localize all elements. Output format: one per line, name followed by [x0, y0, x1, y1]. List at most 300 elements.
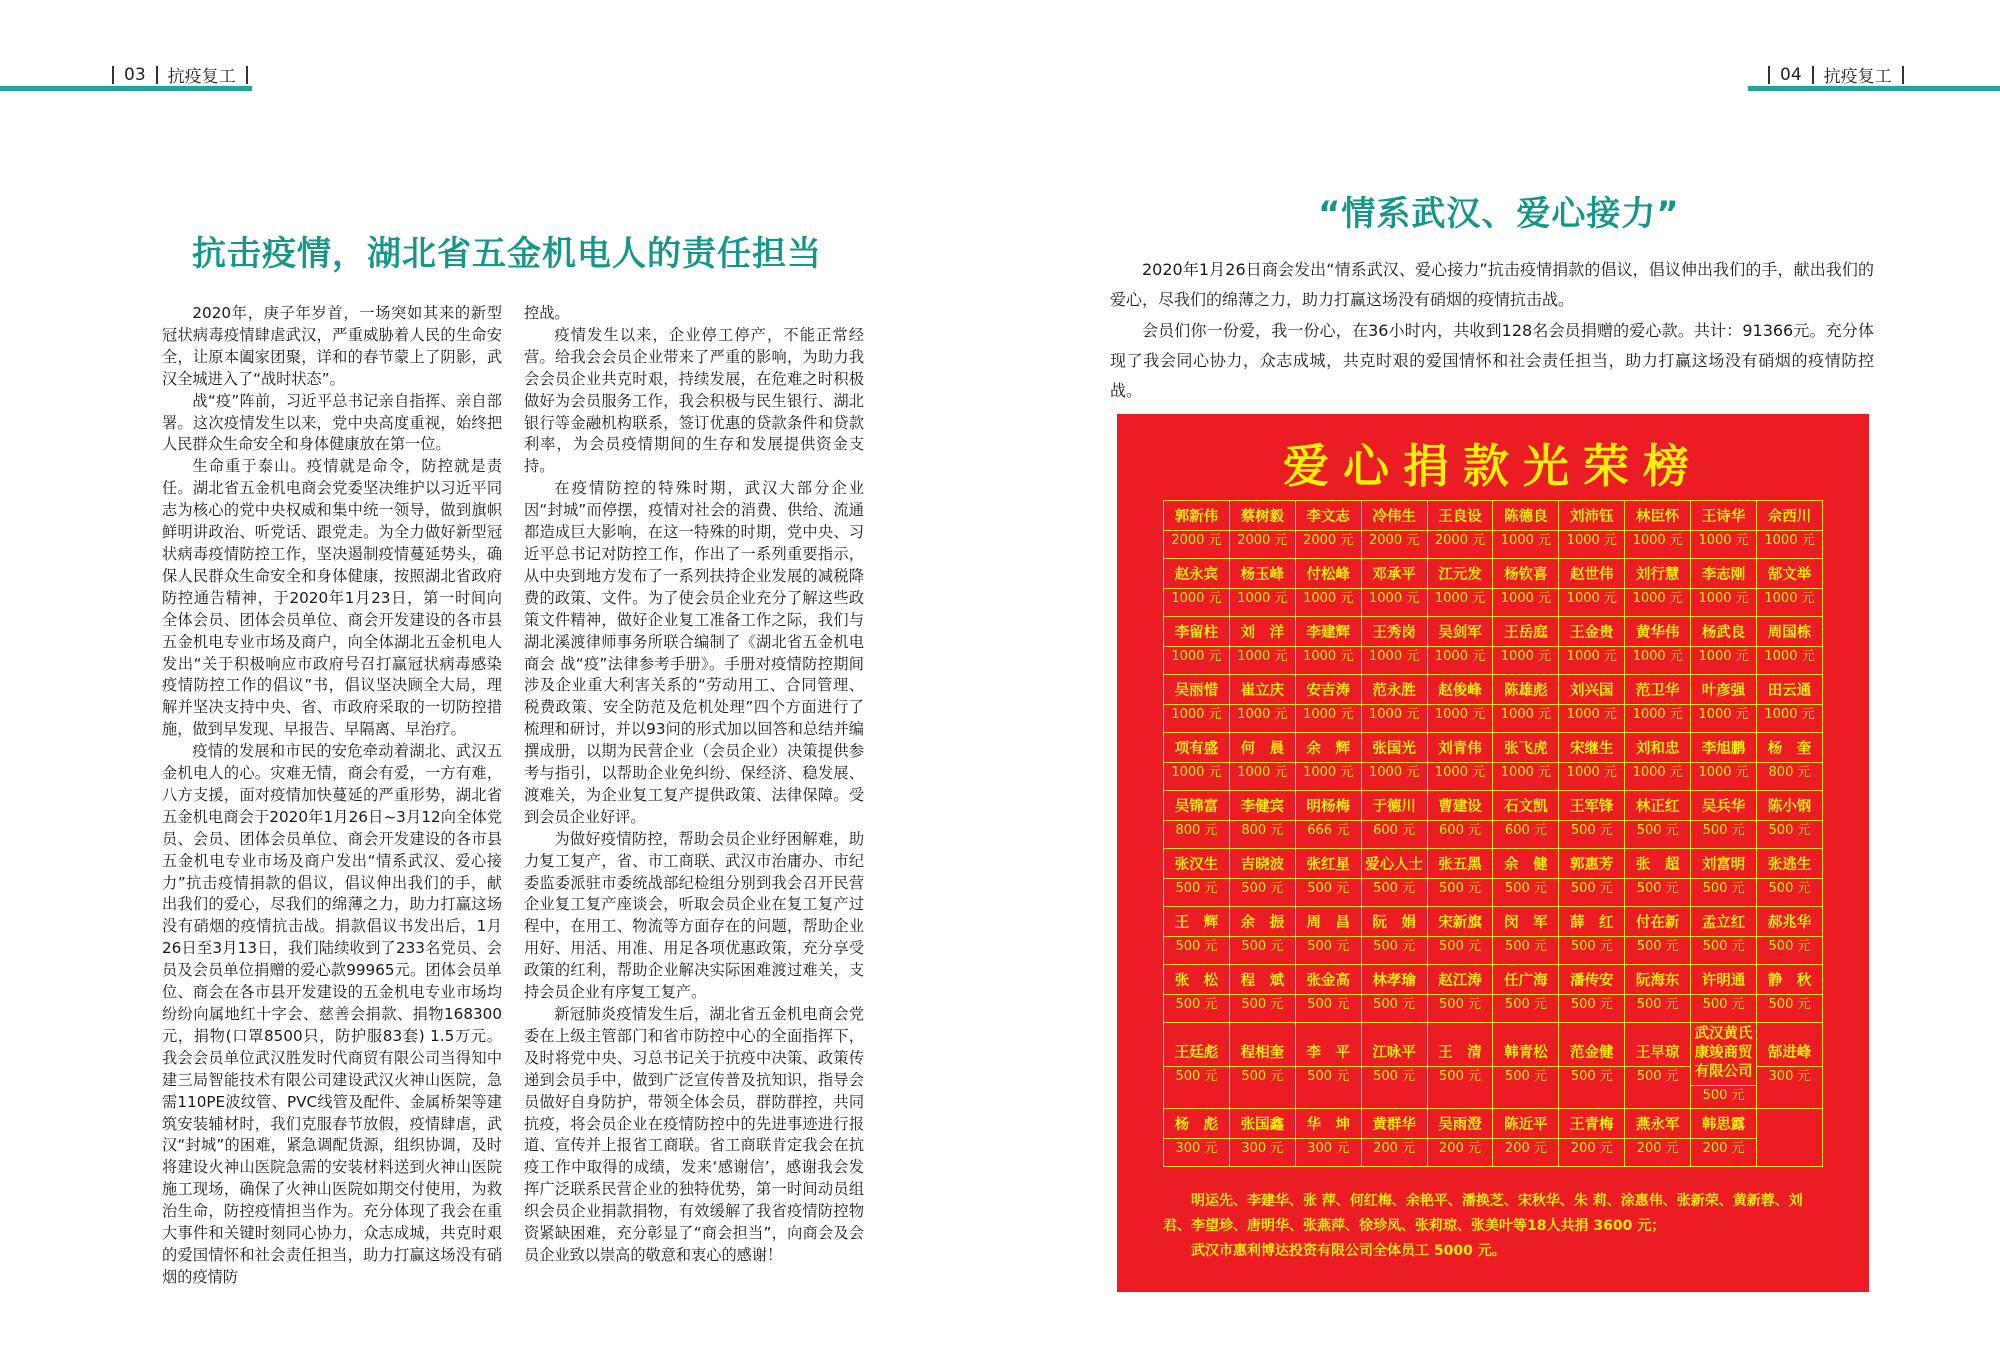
- donation-amount: 500 元: [1296, 878, 1361, 899]
- donation-amount: 500 元: [1691, 820, 1756, 841]
- donation-amount: 1000 元: [1164, 762, 1229, 783]
- donor-name: 范卫华: [1635, 683, 1680, 699]
- donor-cell: [1164, 849, 1230, 907]
- donor-cell: [1757, 965, 1823, 1023]
- donor-table: [1163, 500, 1823, 1167]
- donor-cell: [1164, 675, 1230, 733]
- donor-cell: [1757, 1023, 1823, 1109]
- honor-board-footer: [1163, 1189, 1823, 1264]
- donor-name: 韩青松: [1504, 1045, 1548, 1061]
- right-section-label: 抗疫复工: [1823, 67, 1892, 87]
- paragraph: 2020年1月26日商会发出“情系武汉、爱心接力”抗击疫情捐款的倡议，倡议伸出我们的手，献出我们的爱心，尽我们的绵薄之力，助力打赢这场没有硝烟的疫情抗击战。: [1110, 260, 1874, 309]
- donation-amount: 500 元: [1625, 1066, 1690, 1087]
- donor-name: 任广海: [1504, 973, 1548, 989]
- donor-name: 张逃生: [1767, 857, 1812, 873]
- donor-name: 张 松: [1174, 973, 1219, 989]
- donor-cell: [1361, 501, 1427, 559]
- donation-amount: 1000 元: [1625, 588, 1690, 609]
- donation-amount: 500 元: [1493, 994, 1558, 1015]
- donor-name: 宋继生: [1570, 741, 1614, 757]
- donor-name: 陈近平: [1504, 1117, 1548, 1133]
- donor-name: 刘行慧: [1635, 567, 1680, 583]
- donor-name: 静 秋: [1767, 973, 1812, 989]
- donor-cell: [1559, 965, 1625, 1023]
- donor-name: 刘 洋: [1240, 625, 1285, 641]
- donor-name: 明杨梅: [1306, 799, 1350, 815]
- honor-board-title: 爱心捐款光荣榜: [1283, 439, 1703, 493]
- donor-cell: [1625, 617, 1691, 675]
- donation-amount: 1000 元: [1164, 704, 1229, 725]
- donor-name: 王军锋: [1570, 799, 1614, 815]
- donor-cell: [1757, 849, 1823, 907]
- donor-cell: [1625, 733, 1691, 791]
- donor-cell: [1493, 1023, 1559, 1109]
- donor-cell: [1295, 559, 1361, 617]
- donor-name: 张五黑: [1438, 857, 1482, 873]
- donation-amount: 600 元: [1428, 820, 1493, 841]
- donor-cell: [1361, 965, 1427, 1023]
- donor-cell: [1493, 675, 1559, 733]
- donor-cell: [1559, 791, 1625, 849]
- honor-board: [1117, 414, 1869, 1292]
- donor-cell: [1691, 617, 1757, 675]
- donor-cell: [1361, 1023, 1427, 1109]
- donation-amount: 1000 元: [1230, 646, 1295, 667]
- donor-cell: [1229, 617, 1295, 675]
- donor-name: 张国鑫: [1240, 1117, 1285, 1133]
- donor-name: 刘沛钰: [1570, 509, 1614, 525]
- donor-cell: [1493, 849, 1559, 907]
- donor-row: [1164, 791, 1823, 849]
- donation-amount: 1000 元: [1493, 530, 1558, 551]
- donation-amount: 1000 元: [1493, 704, 1558, 725]
- paragraph: 新冠肺炎疫情发生后，湖北省五金机电商会党委在上级主管部门和省市防控中心的全面指挥下，及时将党中央、习总书记关于抗疫中决策、政策传递到会员手中，做到广泛宣传普及抗知识，指导会员做好自身防护，带领全体会员，群防群控，共同抗疫，将会员企业在疫情防控中的先进事迹进行报道、宣传并上报省工商联。省工商联肯定我会在抗疫工作中取得的成绩，发来‘感谢信’，感谢我会发挥广泛联系民营企业的独特优势，第一时间动员组织会员企业捐款捐物，有效缓解了我省疫情防控物资紧缺困难，充分彰显了“商会担当”，向商会及会员企业致以崇高的敬意和衷心的感谢！: [524, 1005, 864, 1264]
- donor-name: 吴兵华: [1701, 799, 1746, 815]
- donation-amount: 500 元: [1362, 936, 1427, 957]
- donation-amount: 500 元: [1493, 1066, 1558, 1087]
- donor-cell: [1625, 1023, 1691, 1109]
- donation-amount: 300 元: [1757, 1066, 1822, 1087]
- donation-amount: 600 元: [1493, 820, 1558, 841]
- donor-cell: [1295, 849, 1361, 907]
- donor-name: 项有盛: [1174, 741, 1219, 757]
- donation-amount: 1000 元: [1362, 704, 1427, 725]
- donor-row: [1164, 617, 1823, 675]
- donor-cell: [1427, 1109, 1493, 1167]
- right-intro: [1110, 255, 1874, 315]
- donor-name: 佘西川: [1767, 509, 1812, 525]
- donation-amount: 1000 元: [1757, 646, 1822, 667]
- donor-name: 杨 彪: [1174, 1117, 1219, 1133]
- donor-name: 刘青伟: [1438, 741, 1482, 757]
- article-column-1: [162, 303, 502, 1289]
- donor-name: 周国栋: [1767, 625, 1812, 641]
- donor-cell: [1493, 965, 1559, 1023]
- donor-name: 吴锦富: [1174, 799, 1219, 815]
- donor-name: 吴雨澄: [1438, 1117, 1482, 1133]
- donor-name: 赵江涛: [1438, 973, 1482, 989]
- donation-amount: 1000 元: [1230, 704, 1295, 725]
- donor-name: 张汉生: [1174, 857, 1219, 873]
- donation-amount: 500 元: [1164, 1066, 1229, 1087]
- donor-name: 李健宾: [1240, 799, 1285, 815]
- donor-cell: [1164, 617, 1230, 675]
- donor-cell: [1361, 849, 1427, 907]
- donor-cell: [1493, 501, 1559, 559]
- donation-amount: 500 元: [1296, 936, 1361, 957]
- donation-amount: 1000 元: [1362, 646, 1427, 667]
- donation-amount: 500 元: [1757, 936, 1822, 957]
- donation-amount: 500 元: [1625, 936, 1690, 957]
- donor-name: 杨钦喜: [1504, 567, 1548, 583]
- donation-amount: 500 元: [1625, 820, 1690, 841]
- donor-cell: [1164, 965, 1230, 1023]
- donor-name: 余 辉: [1306, 741, 1350, 757]
- donor-row: [1164, 559, 1823, 617]
- donor-name: 崔立庆: [1240, 683, 1285, 699]
- donor-name: 吴丽惜: [1174, 683, 1219, 699]
- donation-amount: 200 元: [1362, 1138, 1427, 1159]
- donor-cell: [1295, 907, 1361, 965]
- donor-cell: [1493, 559, 1559, 617]
- donation-amount: 200 元: [1493, 1138, 1558, 1159]
- donor-cell: [1361, 1109, 1427, 1167]
- paragraph: 控战。: [524, 304, 570, 322]
- donor-name: 王秀岗: [1372, 625, 1416, 641]
- donor-cell: [1295, 1109, 1361, 1167]
- paragraph: 会员们你一份爱，我一份心，在36小时内，共收到128名会员捐赠的爱心款。共计：91366元。充分体现了我会同心协力，众志成城，共克时艰的爱国情怀和社会责任担当，助力打赢这场没有硝烟的疫情防控战。: [1110, 321, 1874, 400]
- donor-name: 邓承平: [1372, 567, 1416, 583]
- donor-cell: [1229, 559, 1295, 617]
- donation-amount: 1000 元: [1362, 762, 1427, 783]
- donor-name: 赵永宾: [1174, 567, 1219, 583]
- donor-name: 黄群华: [1372, 1117, 1416, 1133]
- donation-amount: 500 元: [1428, 878, 1493, 899]
- donation-amount: 500 元: [1757, 820, 1822, 841]
- donor-name: 林臣怀: [1635, 509, 1680, 525]
- donor-name: 王 辉: [1174, 915, 1219, 931]
- donor-name: 蔡树毅: [1240, 509, 1285, 525]
- donor-cell: [1164, 791, 1230, 849]
- donor-cell: [1625, 559, 1691, 617]
- donor-name: 王金贵: [1570, 625, 1614, 641]
- donation-amount: 500 元: [1428, 994, 1493, 1015]
- donor-cell: [1559, 559, 1625, 617]
- donor-name: 华 坤: [1306, 1117, 1350, 1133]
- donation-amount: 500 元: [1559, 1066, 1624, 1087]
- donor-cell: [1757, 733, 1823, 791]
- donation-amount: 1000 元: [1296, 762, 1361, 783]
- donor-cell: [1427, 733, 1493, 791]
- donor-cell: [1559, 849, 1625, 907]
- donation-amount: 500 元: [1164, 936, 1229, 957]
- donor-name: 张国光: [1372, 741, 1416, 757]
- donor-cell: [1361, 675, 1427, 733]
- donor-cell: [1164, 1109, 1230, 1167]
- donor-cell: [1361, 559, 1427, 617]
- donor-name: 吉晓波: [1240, 857, 1285, 873]
- donation-amount: 500 元: [1296, 1066, 1361, 1087]
- donor-cell: [1427, 849, 1493, 907]
- paragraph: 生命重于泰山。疫情就是命令，防控就是责任。湖北省五金机电商会党委坚决维护以习近平同志为核心的党中央权威和集中统一领导，做到旗帜鲜明讲政治、听党话、跟党走。为全力做好新型冠状病毒疫情防控工作，坚决遏制疫情蔓延势头，确保人民群众生命安全和身体健康，按照湖北省政府防控通告精神，于2020年1月23日，第一时间向全体会员、团体会员单位、商会开发建设的各市县五金机电专业市场及商户，向全体湖北五金机电人发出“关于积极响应市政府号召打赢冠状病毒感染疫情防控工作的倡议”书，倡议坚决顾全大局，理解并坚决支持中央、省、市政府采取的一切防控措施，做到早发现、早报告、早隔离、早治疗。: [162, 457, 502, 739]
- donor-name: 郭新伟: [1174, 509, 1219, 525]
- donor-cell: [1427, 675, 1493, 733]
- donor-cell: [1625, 791, 1691, 849]
- donation-amount: 2000 元: [1296, 530, 1361, 551]
- donor-name: 韩思露: [1701, 1117, 1746, 1133]
- donation-amount: 1000 元: [1691, 530, 1756, 551]
- donor-cell: [1691, 501, 1757, 559]
- donor-name: 江元发: [1438, 567, 1482, 583]
- donor-name: 阮海东: [1635, 973, 1680, 989]
- donor-name: 李建辉: [1306, 625, 1350, 641]
- donor-name: 张飞虎: [1504, 741, 1548, 757]
- donor-cell: [1295, 791, 1361, 849]
- donor-cell: [1229, 965, 1295, 1023]
- donation-amount: 1000 元: [1164, 646, 1229, 667]
- donation-amount: 1000 元: [1757, 704, 1822, 725]
- donor-name: 余 振: [1240, 915, 1285, 931]
- article-column-2: [524, 303, 864, 1267]
- right-page-header: [1768, 62, 1904, 87]
- donation-amount: 1000 元: [1625, 704, 1690, 725]
- donor-name: 陈小钢: [1767, 799, 1812, 815]
- donor-name: 杨 奎: [1767, 741, 1812, 757]
- donor-name: 范永胜: [1372, 683, 1416, 699]
- paragraph: 为做好疫情防控，帮助会员企业纾困解难，助力复工复产，省、市工商联、武汉市治庸办、市纪委监委派驻市委统战部纪检组分别到我会召开民营企业复工复产座谈会，听取会员企业在复工复产过程中，在用工、物流等方面存在的问题，帮助企业用好、用活、用准、用足各项优惠政策，充分享受政策的红利，帮助企业解决实际困难渡过难关，支持会员企业有序复工复产。: [524, 829, 864, 1002]
- donor-row: [1164, 849, 1823, 907]
- donor-cell: [1757, 617, 1823, 675]
- donation-amount: 800 元: [1164, 820, 1229, 841]
- donation-amount: 2000 元: [1230, 530, 1295, 551]
- donor-cell: [1427, 1023, 1493, 1109]
- right-article-title: “情系武汉、爱心接力”: [1318, 194, 1680, 234]
- donation-amount: 1000 元: [1559, 530, 1624, 551]
- donor-cell: [1625, 849, 1691, 907]
- donor-name: 阮 娟: [1372, 915, 1416, 931]
- donation-amount: 500 元: [1691, 1085, 1756, 1106]
- donation-amount: 1000 元: [1164, 588, 1229, 609]
- donor-name: 吴剑军: [1438, 625, 1482, 641]
- donation-amount: 500 元: [1493, 878, 1558, 899]
- donation-amount: 200 元: [1625, 1138, 1690, 1159]
- donation-amount: 300 元: [1230, 1138, 1295, 1159]
- donor-name: 王 清: [1438, 1045, 1482, 1061]
- donation-amount: 500 元: [1362, 1066, 1427, 1087]
- donor-name: 王诗华: [1701, 509, 1746, 525]
- donation-amount: 500 元: [1559, 994, 1624, 1015]
- donor-row: [1164, 675, 1823, 733]
- donation-amount: 1000 元: [1428, 646, 1493, 667]
- donor-name: 范金健: [1570, 1045, 1614, 1061]
- donation-amount: 1000 元: [1362, 588, 1427, 609]
- donation-amount: 1000 元: [1625, 646, 1690, 667]
- donation-amount: 1000 元: [1493, 588, 1558, 609]
- left-article-title: 抗击疫情，湖北省五金机电人的责任担当: [192, 234, 822, 274]
- donor-cell: [1295, 675, 1361, 733]
- donor-cell: [1625, 501, 1691, 559]
- donation-amount: 2000 元: [1428, 530, 1493, 551]
- donor-cell: [1691, 965, 1757, 1023]
- donation-amount: 800 元: [1230, 820, 1295, 841]
- donor-cell: [1625, 1109, 1691, 1167]
- donation-amount: 1000 元: [1559, 588, 1624, 609]
- donor-name: 闵 军: [1504, 915, 1548, 931]
- donation-amount: 200 元: [1559, 1138, 1624, 1159]
- donor-cell: [1295, 617, 1361, 675]
- donor-cell: [1229, 907, 1295, 965]
- donor-name: 安吉涛: [1306, 683, 1350, 699]
- donation-amount: 666 元: [1296, 820, 1361, 841]
- donor-cell: [1691, 675, 1757, 733]
- donor-name: 郝兆华: [1767, 915, 1812, 931]
- donor-cell: [1295, 1023, 1361, 1109]
- donor-cell: [1691, 733, 1757, 791]
- donation-amount: 1000 元: [1493, 646, 1558, 667]
- donor-cell: [1295, 965, 1361, 1023]
- right-page-number: 04: [1780, 64, 1802, 85]
- donor-name: 曹建设: [1438, 799, 1482, 815]
- donor-name: 武汉黄氏康竣商贸有限公司: [1694, 1026, 1753, 1080]
- donor-cell: [1361, 791, 1427, 849]
- donor-cell: [1691, 849, 1757, 907]
- donor-cell: [1757, 791, 1823, 849]
- donor-name: 王良设: [1438, 509, 1482, 525]
- donation-amount: 500 元: [1625, 994, 1690, 1015]
- donation-amount: 500 元: [1164, 878, 1229, 899]
- donor-name: 江咏平: [1372, 1045, 1416, 1061]
- donor-name: 潘传安: [1570, 973, 1614, 989]
- donor-cell: [1229, 1023, 1295, 1109]
- donor-name: 陈雄彪: [1504, 683, 1548, 699]
- donor-name: 郭惠芳: [1570, 857, 1614, 873]
- donor-name: 石文凯: [1504, 799, 1548, 815]
- donor-row: [1164, 965, 1823, 1023]
- donor-name: 爱心人士: [1365, 857, 1424, 873]
- donor-name: 燕永军: [1635, 1117, 1680, 1133]
- donation-amount: 1000 元: [1625, 530, 1690, 551]
- donation-amount: 200 元: [1428, 1138, 1493, 1159]
- donation-amount: 500 元: [1691, 994, 1756, 1015]
- donation-amount: 300 元: [1296, 1138, 1361, 1159]
- donation-amount: 2000 元: [1362, 530, 1427, 551]
- donor-cell: [1691, 1023, 1757, 1109]
- donor-cell: [1427, 617, 1493, 675]
- donation-amount: 600 元: [1362, 820, 1427, 841]
- donor-name: 王岳庭: [1504, 625, 1548, 641]
- donor-cell: [1757, 501, 1823, 559]
- paragraph: 疫情发生以来，企业停工停产，不能正常经营。给我会会员企业带来了严重的影响，为助力我会会员企业共克时艰，持续发展，在危难之时积极做好为会员服务工作，我会积极与民生银行、湖北银行等金融机构联系，签订优惠的贷款条件和贷款利率，为会员疫情期间的生存和发展提供资金支持。: [524, 325, 864, 476]
- donation-amount: 500 元: [1164, 994, 1229, 1015]
- donor-cell: [1164, 907, 1230, 965]
- donation-amount: 1000 元: [1428, 704, 1493, 725]
- donor-name: 林正红: [1635, 799, 1680, 815]
- donor-cell: [1295, 501, 1361, 559]
- donation-amount: 2000 元: [1164, 530, 1229, 551]
- paragraph: 战“疫”阵前，习近平总书记亲自指挥、亲自部署。这次疫情发生以来，党中央高度重视，始终把人民群众生命安全和身体健康放在第一位。: [162, 391, 502, 454]
- donor-name: 陈德良: [1504, 509, 1548, 525]
- donor-name: 杨玉峰: [1240, 567, 1285, 583]
- donor-name: 余 健: [1504, 857, 1548, 873]
- donor-cell: [1691, 559, 1757, 617]
- donor-row: [1164, 1023, 1823, 1109]
- donor-cell: [1691, 907, 1757, 965]
- donor-cell: [1229, 675, 1295, 733]
- donation-amount: 500 元: [1625, 878, 1690, 899]
- donor-name: 周 昌: [1306, 915, 1350, 931]
- left-page-number: 03: [124, 64, 146, 85]
- donor-cell: [1559, 617, 1625, 675]
- donation-amount: 1000 元: [1691, 704, 1756, 725]
- donor-cell: [1361, 733, 1427, 791]
- donor-cell: [1757, 907, 1823, 965]
- donor-cell: [1164, 733, 1230, 791]
- donation-amount: 1000 元: [1296, 704, 1361, 725]
- donor-name: 宋新旗: [1438, 915, 1482, 931]
- paragraph: 在疫情防控的特殊时期，武汉大部分企业因“封城”而停摆，疫情对社会的消费、供给、流通都造成巨大影响，在这一特殊的时期，党中央、习近平总书记对防控工作，作出了一系列重要指示，从中央到地方发布了一系列扶持企业发展的减税降费的政策、文件。为了使会员企业充分了解这些政策文件精神，做好企业复工准备工作之际，我们与湖北溪渡律师事务所联合编制了《湖北省五金机电商会 战“疫”法律参考手册》。手册对疫情防控期间涉及企业重大利害关系的“劳动用工、合同管理、税费政策、安全防范及危机处理”四个方面进行了梳理和研讨，并以93问的形式加以回答和总结并编撰成册，以期为民营企业（会员企业）决策提供参考与指引，以帮助企业免纠纷、保经济、稳发展、渡难关，为企业复工复产提供政策、法律保障。受到会员企业好评。: [524, 479, 864, 826]
- donor-cell: [1427, 791, 1493, 849]
- donor-cell: [1295, 733, 1361, 791]
- donor-name: 李 平: [1306, 1045, 1350, 1061]
- donor-name: 程 斌: [1240, 973, 1285, 989]
- donor-cell: [1229, 849, 1295, 907]
- donation-amount: 300 元: [1164, 1138, 1229, 1159]
- donor-name: 刘和忠: [1635, 741, 1680, 757]
- donor-cell: [1559, 501, 1625, 559]
- donor-cell: [1493, 733, 1559, 791]
- donation-amount: 200 元: [1691, 1138, 1756, 1159]
- donation-amount: 1000 元: [1559, 762, 1624, 783]
- donor-cell: [1625, 965, 1691, 1023]
- donor-name: 郜进峰: [1767, 1045, 1812, 1061]
- donor-name: 于德川: [1372, 799, 1416, 815]
- donation-amount: 500 元: [1559, 878, 1624, 899]
- donation-amount: 500 元: [1230, 936, 1295, 957]
- donor-name: 李文志: [1306, 509, 1350, 525]
- donor-name: 冷伟生: [1372, 509, 1416, 525]
- donation-amount: 500 元: [1757, 994, 1822, 1015]
- donor-cell: [1757, 1109, 1823, 1167]
- donation-amount: 500 元: [1296, 994, 1361, 1015]
- donor-name: 黄华伟: [1635, 625, 1680, 641]
- donor-cell: [1559, 675, 1625, 733]
- donor-name: 李留柱: [1174, 625, 1219, 641]
- donation-amount: 500 元: [1362, 994, 1427, 1015]
- footer-line: 武汉市惠利博达投资有限公司全体员工 5000 元。: [1191, 1243, 1506, 1259]
- donor-cell: [1427, 907, 1493, 965]
- donation-amount: 1000 元: [1625, 762, 1690, 783]
- donor-cell: [1559, 907, 1625, 965]
- donor-name: 王廷彪: [1174, 1045, 1219, 1061]
- donation-amount: 500 元: [1493, 936, 1558, 957]
- donation-amount: 1000 元: [1757, 530, 1822, 551]
- donation-amount: 1000 元: [1691, 646, 1756, 667]
- donor-name: 杨武良: [1701, 625, 1746, 641]
- donor-name: 许明通: [1701, 973, 1746, 989]
- donor-cell: [1559, 733, 1625, 791]
- donation-amount: 1000 元: [1428, 762, 1493, 783]
- donor-name: 孟立红: [1701, 915, 1746, 931]
- donor-cell: [1229, 1109, 1295, 1167]
- donor-cell: [1229, 501, 1295, 559]
- donor-name: 李旭鹏: [1701, 741, 1746, 757]
- donor-cell: [1493, 617, 1559, 675]
- donor-row: [1164, 501, 1823, 559]
- donor-cell: [1559, 1023, 1625, 1109]
- donation-amount: 500 元: [1691, 936, 1756, 957]
- donation-amount: 500 元: [1362, 878, 1427, 899]
- donor-name: 赵俊峰: [1438, 683, 1482, 699]
